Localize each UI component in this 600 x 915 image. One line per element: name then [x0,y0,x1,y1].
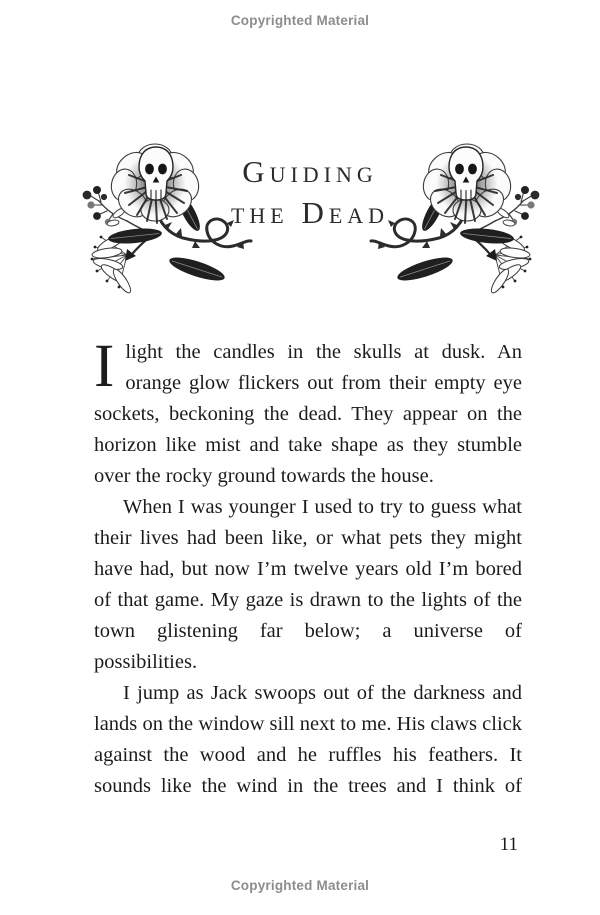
paragraph-1 [94,333,522,492]
copyright-banner-top: Copyrighted Material [230,13,370,28]
chapter-title-line2: the Dead [230,195,390,230]
chapter-title-line1: Guiding [242,154,378,189]
body-text [94,333,522,802]
paragraph-2-text: When I was younger I used to try to guess what their lives had been like, or what pets they might have had, but now I’m twelve years old I’m bored of that game. My gaze is drawn to the lights of the town glistening far below; a universe of possibilities. [94,496,522,673]
copyright-banner-bottom: Copyrighted Material [230,878,370,893]
skull-flower-ornament-right [369,143,545,303]
page-number: 11 [499,834,518,855]
paragraph-3 [94,678,522,802]
dropcap: I [94,333,115,400]
paragraph-3-text: I jump as Jack swoops out of the darkness and lands on the window sill next to me. His claws click against the wood and he ruffles his feathers. It sounds like the wind in the trees and I think of [94,682,522,797]
paragraph-1-text: light the candles in the skulls at dusk. An orange glow flickers out from their empty eye sockets, beckoning the dead. They appear on the horizon like mist and take shape as they stumble over the rocky ground towards the house. [94,341,522,487]
paragraph-2 [94,492,522,678]
